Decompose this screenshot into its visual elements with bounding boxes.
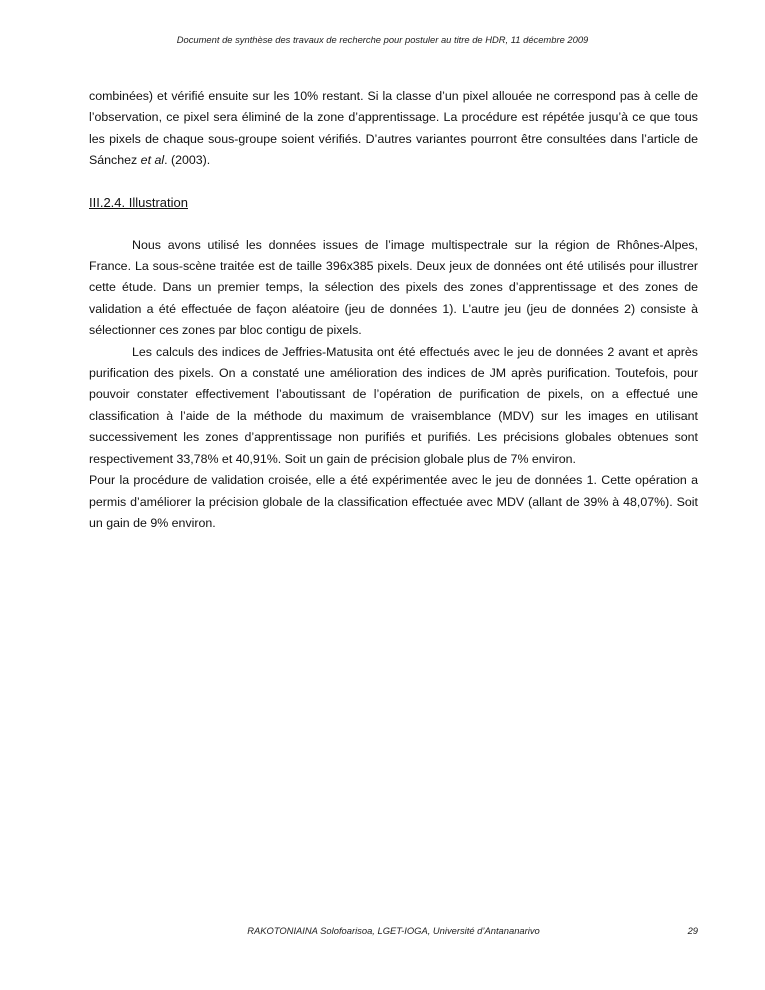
section-spacer <box>89 213 698 235</box>
paragraph-cross-validation: Pour la procédure de validation croisée, elle a été expérimentée avec le jeu de données 1. Cette opération a permis d’améliorer la précision globale de la classification effectuée avec MDV (allant de 39% à 48,07%). Soit un gain de 9% environ. <box>89 473 698 530</box>
body-content <box>89 86 698 534</box>
header-text: Document de synthèse des travaux de recherche pour postuler au titre de HDR, 11 décembre 2009 <box>176 34 589 45</box>
section-heading: III.2.4. Illustration <box>89 194 188 210</box>
paragraph-1-text: combinées) et vérifié ensuite sur les 10% restant. Si la classe d’un pixel allouée ne correspond pas à celle de l’observation, ce pixel sera éliminé de la zone d’apprentissage. La procédure est répétée jusqu’à ce que tous les pixels de chaque sous-groupe soient vérifiés. D’autres variantes pourront être consultées dans l’article de Sánchez <box>89 89 698 168</box>
page-number: 29 <box>687 925 698 936</box>
paragraph-1-end: . (2003). <box>164 153 211 168</box>
page-header <box>0 34 765 45</box>
paragraph-continuation <box>89 86 698 172</box>
paragraph-illustration-data: Nous avons utilisé les données issues de l’image multispectrale sur la région de Rhônes-Alpes, France. La sous-scène traitée est de taille 396x385 pixels. Deux jeux de données ont été utilisés pour illustrer cette étude. Dans un premier temps, la sélection des pixels des zones d’apprentissage et des zones de validation a été effectuée de façon aléatoire (jeu de données 1). L’autre jeu (jeu de données 2) consiste à sélectionner ces zones par bloc contigu de pixels. <box>89 237 698 338</box>
paragraph-jeffries-matusita: Les calculs des indices de Jeffries-Matusita ont été effectués avec le jeu de données 2 avant et après purification des pixels. On a constaté une amélioration des indices de JM après purification. Toutefois, pour pouvoir constater effectivement l’aboutissant de l’opération de purification de pixels, on a effectué une classification à l’aide de la méthode du maximum de vraisemblance (MDV) sur les images en utilisant successivement les zones d’apprentissage non purifiés et purifiés. Les précisions globales obtenues sont respectivement 33,78% et 40,91%. Soit un gain de précision globale plus de 7% environ. <box>89 344 698 466</box>
paragraph-1-italic: et al <box>140 153 165 168</box>
footer-author: RAKOTONIAINA Solofoarisoa, LGET-IOGA, Université d’Antananarivo <box>247 925 540 936</box>
page-footer <box>89 925 698 936</box>
